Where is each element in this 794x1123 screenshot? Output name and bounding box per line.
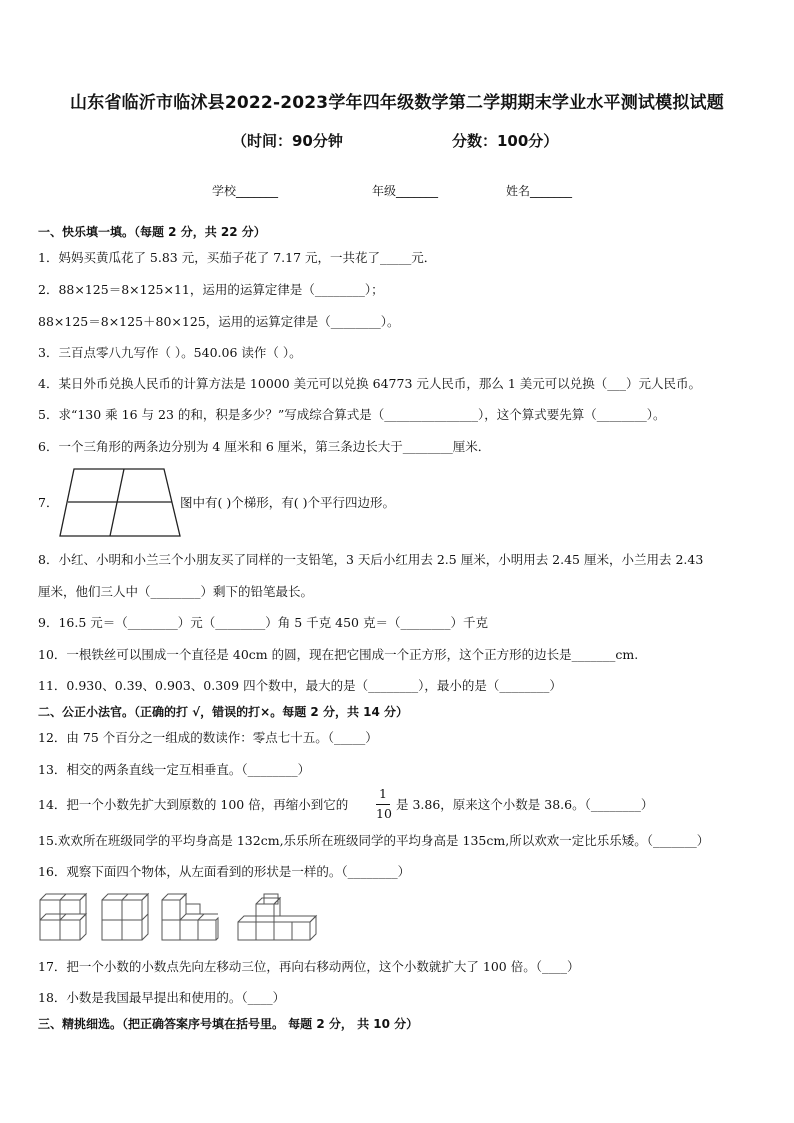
question-9: 9．16.5 元＝（________）元（________）角 5 千克 450 克＝（________）千克: [38, 615, 488, 630]
cube-stack-3-figure: [160, 890, 220, 944]
question-12: 12．由 75 个百分之一组成的数读作：零点七十五。（_____）: [38, 730, 378, 745]
fraction-numerator: 1: [379, 786, 387, 801]
question-15: 15.欢欢所在班级同学的平均身高是 132cm,乐乐所在班级同学的平均身高是 135cm,所以欢欢一定比乐乐矮。（_______）: [38, 833, 710, 848]
question-16: 16．观察下面四个物体，从左面看到的形状是一样的。（________）: [38, 864, 411, 879]
question-7-text: 图中有( )个梯形，有( )个平行四边形。: [180, 495, 395, 510]
question-7-number: 7．: [38, 495, 59, 510]
section-1-heading: 一、快乐填一填。（每题 2 分，共 22 分）: [38, 225, 266, 239]
question-8b: 厘米，他们三人中（________）剩下的铅笔最长。: [38, 584, 314, 599]
grade-field[interactable]: 年级_______: [372, 184, 439, 198]
section-3-heading: 三、精挑细选。（把正确答案序号填在括号里。 每题 2 分， 共 10 分）: [38, 1017, 419, 1031]
question-10: 10．一根铁丝可以围成一个直径是 40cm 的圆，现在把它围成一个正方形，这个正方形的边长是_______cm.: [38, 647, 639, 662]
page-title: 山东省临沂市临沭县2022-2023学年四年级数学第二学期期末学业水平测试模拟试题: [70, 93, 724, 113]
question-2b: 88×125＝8×125＋80×125，运用的运算定律是（________）。: [38, 314, 400, 329]
question-3: 3．三百点零八九写作（ ）。540.06 读作（ ）。: [38, 345, 302, 360]
question-6: 6．一个三角形的两条边分别为 4 厘米和 6 厘米，第三条边长大于________厘米．: [38, 439, 491, 454]
fraction-denominator: 10: [376, 806, 392, 821]
name-field[interactable]: 姓名_______: [506, 184, 573, 198]
question-2a: 2．88×125＝8×125×11，运用的运算定律是（________）；: [38, 282, 384, 297]
question-13: 13．相交的两条直线一定互相垂直。（________）: [38, 762, 311, 777]
time-label: （时间：90分钟: [232, 132, 343, 150]
question-17: 17．把一个小数的小数点先向左移动三位，再向右移动两位，这个小数就扩大了 100 倍。（____）: [38, 959, 580, 974]
question-5: 5．求“130 乘 16 与 23 的和，积是多少？”写成综合算式是（_______________），这个算式要先算（________）。: [38, 407, 666, 422]
fraction-bar: [376, 804, 390, 805]
school-field[interactable]: 学校_______: [212, 184, 279, 198]
question-14-post: 是 3.86，原来这个小数是 38.6。（________）: [396, 797, 654, 812]
question-4: 4．某日外币兑换人民币的计算方法是 10000 美元可以兑换 64773 元人民币，那么 1 美元可以兑换（___）元人民币。: [38, 376, 702, 391]
question-11: 11．0.930、0.39、0.903、0.309 四个数中，最大的是（________），最小的是（________）: [38, 678, 562, 693]
question-18: 18．小数是我国最早提出和使用的。（____）: [38, 990, 286, 1005]
question-14-pre: 14．把一个小数先扩大到原数的 100 倍，再缩小到它的: [38, 797, 349, 812]
cube-stack-2-figure: [100, 890, 152, 944]
trapezoid-figure: [58, 466, 182, 538]
question-1: 1．妈妈买黄瓜花了 5.83 元，买茄子花了 7.17 元，一共花了_____元．: [38, 250, 437, 265]
question-8a: 8．小红、小明和小兰三个小朋友买了同样的一支铅笔，3 天后小红用去 2.5 厘米，小明用去 2.45 厘米，小兰用去 2.43: [38, 552, 704, 567]
cube-stack-4-figure: [236, 890, 320, 944]
cube-stack-1-figure: [38, 890, 90, 944]
section-2-heading: 二、公正小法官。（正确的打 √，错误的打×。每题 2 分，共 14 分）: [38, 705, 408, 719]
score-label: 分数：100分）: [452, 132, 559, 150]
